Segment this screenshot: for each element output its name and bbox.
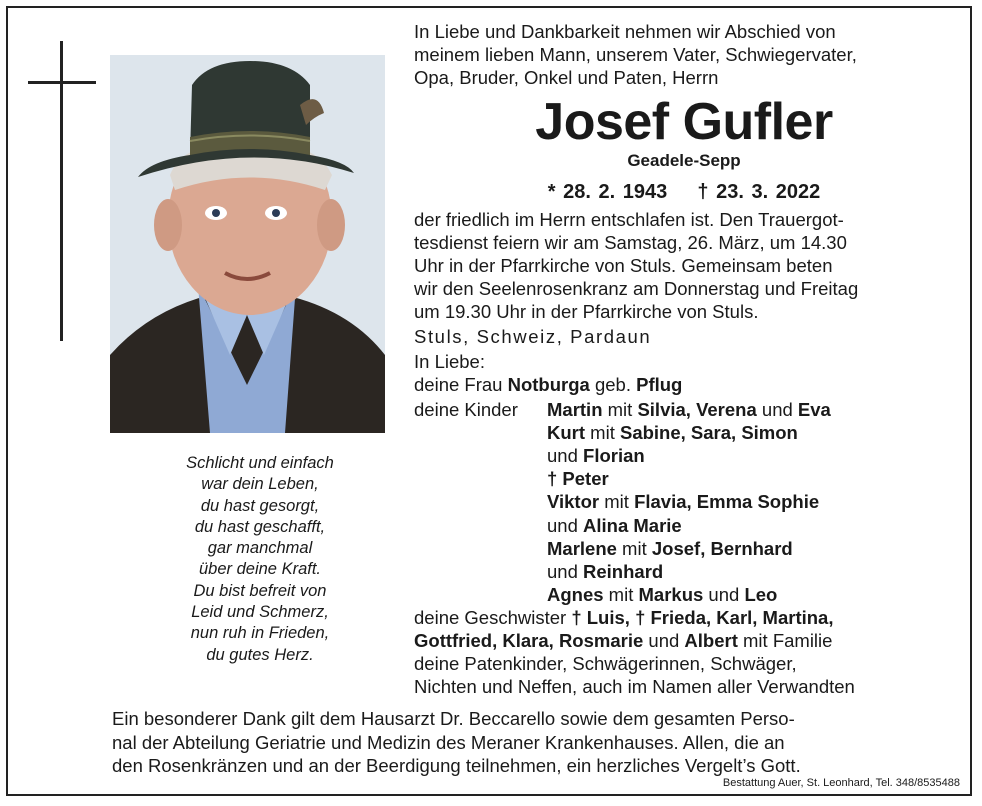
connector: und: [547, 445, 584, 466]
poem-line: gar manchmal: [207, 539, 313, 558]
child-line: [547, 467, 609, 490]
service-line: tesdienst feiern wir am Samstag, 26. März, um 14.30: [414, 232, 847, 253]
child-family: Alina Marie: [583, 515, 682, 536]
child-name: Viktor: [547, 491, 600, 512]
poem-line: Leid und Schmerz,: [191, 603, 329, 622]
child-line: [547, 537, 793, 560]
service-line: wir den Seelenrosenkranz am Donnerstag und Freitag: [414, 278, 859, 299]
siblings-names: † Luis, † Frieda, Karl, Martina,: [571, 607, 834, 628]
connector: mit: [603, 584, 639, 605]
children-label: deine Kinder: [414, 399, 518, 420]
service-line: um 19.30 Uhr in der Pfarrkirche von Stuls.: [414, 301, 759, 322]
poem-line: du hast gesorgt,: [200, 496, 320, 515]
thanks-text: [112, 707, 962, 778]
intro-line: Opa, Bruder, Onkel und Paten, Herrn: [414, 67, 719, 88]
child-family: Reinhard: [583, 561, 664, 582]
child-name: Kurt: [547, 422, 586, 443]
child-family: Eva: [797, 399, 831, 420]
siblings-names: Gottfried, Klara, Rosmarie: [414, 630, 644, 651]
service-line: der friedlich im Herrn entschlafen ist. Den Trauergot-: [414, 209, 844, 230]
child-name: Agnes: [547, 584, 604, 605]
child-family: Florian: [583, 445, 645, 466]
relatives-line: Nichten und Neffen, auch im Namen aller Verwandten: [414, 676, 855, 697]
connector: und: [703, 584, 745, 605]
cross-icon: [60, 41, 63, 341]
wife-line: [414, 373, 682, 396]
siblings-names: Albert: [684, 630, 738, 651]
relatives-line: deine Patenkinder, Schwägerinnen, Schwäger,: [414, 653, 797, 674]
service-line: Uhr in der Pfarrkirche von Stuls. Gemeinsam beten: [414, 255, 833, 276]
wife-mid: geb.: [589, 374, 637, 395]
siblings-line: [414, 606, 834, 629]
life-dates: * 28. 2. 1943 † 23. 3. 2022: [547, 181, 821, 203]
child-family: Josef, Bernhard: [651, 538, 793, 559]
child-line: [547, 514, 682, 537]
child-family: Sabine, Sara, Simon: [619, 422, 798, 443]
siblings-label: deine Geschwister: [414, 607, 572, 628]
child-line: [547, 583, 777, 606]
wife-prefix: deine Frau: [414, 374, 508, 395]
child-family: Silvia, Verena: [637, 399, 757, 420]
connector: und: [547, 561, 584, 582]
connector: mit: [616, 538, 652, 559]
siblings-line-2: [414, 629, 832, 652]
in-liebe-label: In Liebe:: [414, 351, 485, 372]
connector: mit: [585, 422, 620, 443]
child-line: [547, 398, 831, 421]
poem: [110, 453, 410, 666]
thanks-line: Ein besonderer Dank gilt dem Hausarzt Dr. Beccarello sowie dem gesamten Perso-: [112, 708, 795, 729]
poem-line: nun ruh in Frieden,: [190, 624, 330, 643]
poem-line: Schlicht und einfach: [186, 454, 334, 472]
wife-name: Notburga: [507, 374, 590, 395]
poem-line: du gutes Herz.: [206, 645, 314, 664]
child-line: [547, 444, 645, 467]
nickname: Geadele-Sepp: [627, 151, 741, 170]
thanks-line: den Rosenkränzen und an der Beerdigung teilnehmen, ein herzliches Vergelt’s Gott.: [112, 755, 801, 776]
child-family: Leo: [744, 584, 778, 605]
connector: mit: [602, 399, 638, 420]
child-line: [547, 560, 663, 583]
connector: mit Familie: [737, 630, 833, 651]
poem-line: über deine Kraft.: [199, 560, 321, 579]
child-name: Martin: [547, 399, 603, 420]
child-line: [547, 490, 819, 513]
child-family: Markus: [638, 584, 704, 605]
child-family: Flavia, Emma Sophie: [634, 491, 820, 512]
wife-maiden-name: Pflug: [636, 374, 683, 395]
child-name: † Peter: [547, 468, 609, 489]
poem-line: war dein Leben,: [201, 475, 319, 494]
intro-line: meinem lieben Mann, unserem Vater, Schwiegervater,: [414, 44, 857, 65]
connector: und: [756, 399, 798, 420]
thanks-line: nal der Abteilung Geriatrie und Medizin des Meraner Krankenhauses. Allen, die an: [112, 731, 785, 753]
place-line: Stuls, Schweiz, Pardaun: [414, 326, 652, 347]
child-name: Marlene: [547, 538, 617, 559]
intro-line: In Liebe und Dankbarkeit nehmen wir Abschied von: [414, 21, 836, 42]
connector: mit: [599, 491, 635, 512]
intro-text: [414, 20, 959, 89]
poem-line: du hast geschafft,: [194, 517, 326, 536]
child-line: [547, 421, 798, 444]
service-text: [414, 208, 959, 323]
cross-icon-bar: [28, 81, 96, 84]
portrait-photo: [110, 55, 385, 433]
poem-line: Du bist befreit von: [193, 581, 327, 600]
deceased-name: Josef Gufler: [535, 93, 833, 151]
connector: und: [547, 515, 584, 536]
funeral-home-credit: Bestattung Auer, St. Leonhard, Tel. 348/8535488: [722, 777, 960, 789]
connector: und: [643, 630, 685, 651]
